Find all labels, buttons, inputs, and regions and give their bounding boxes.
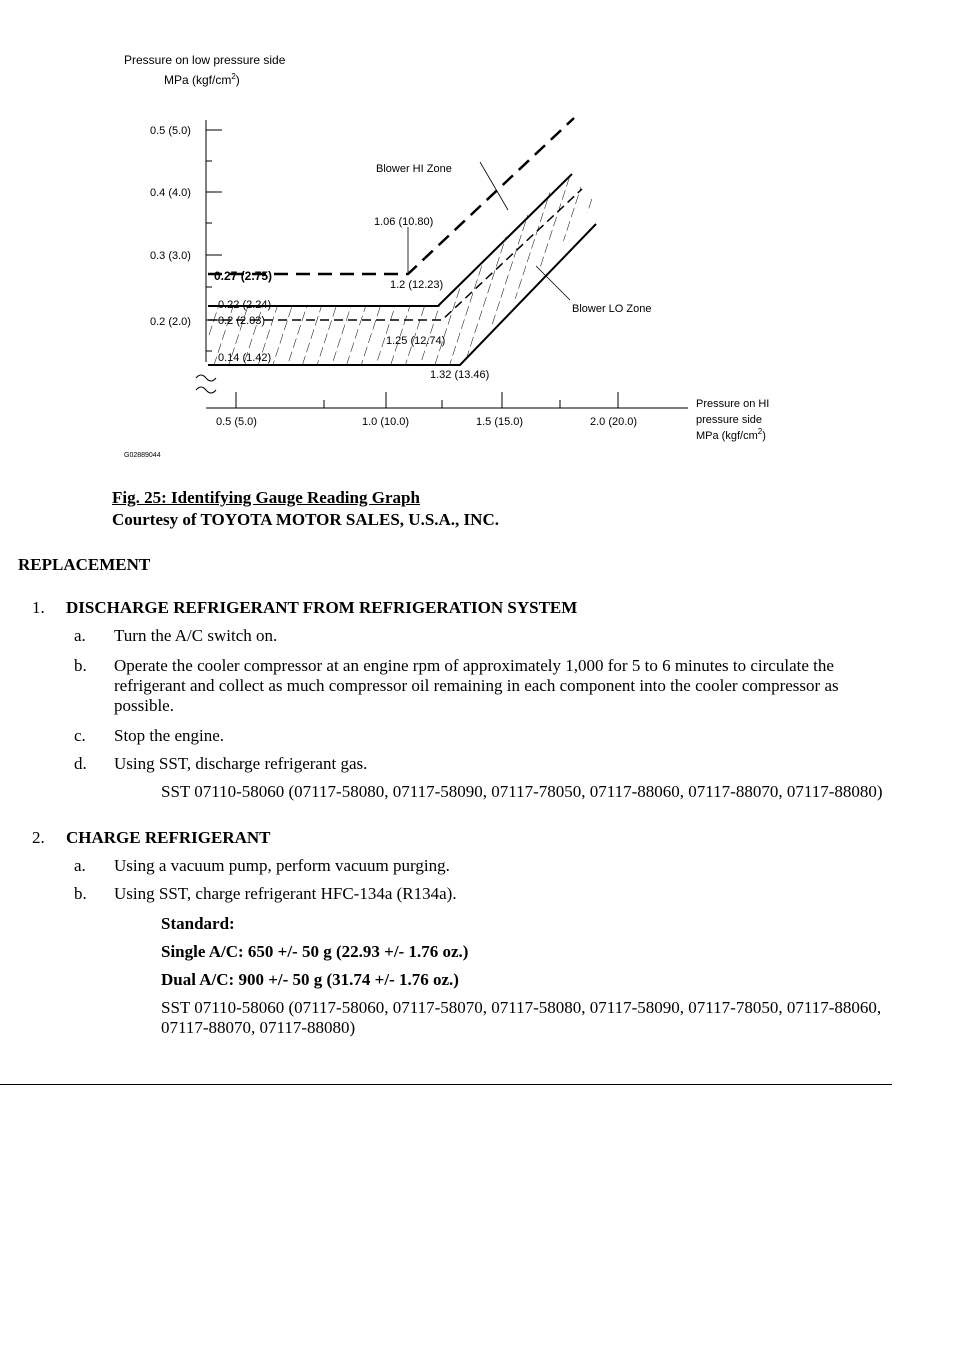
x-axis-title: Pressure on HI <box>696 398 770 410</box>
list-item: b. Using SST, charge refrigerant HFC-134a (R134a). <box>74 884 457 903</box>
sst-note: SST 07110-58060 (07117-58080, 07117-58090, 07117-78050, 07117-88060, 07117-88070, 07117-88080) <box>161 782 883 801</box>
y-tick-label: 0.5 (5.0) <box>150 125 191 137</box>
value-label: 0.22 (2.24) <box>218 299 272 311</box>
section-title: REPLACEMENT <box>18 555 151 574</box>
figure-code: G02889044 <box>124 452 161 459</box>
step-number: 2. <box>32 828 45 847</box>
step-title: DISCHARGE REFRIGERANT FROM REFRIGERATION SYSTEM <box>66 598 578 617</box>
list-item: a. Using a vacuum pump, perform vacuum purging. <box>74 856 450 875</box>
value-label: 0.27 (2.75) <box>214 269 273 283</box>
standard-dual: Dual A/C: 900 +/- 50 g (31.74 +/- 1.76 oz.) <box>161 970 459 989</box>
step-number: 1. <box>32 598 45 617</box>
x-tick-label: 0.5 (5.0) <box>216 416 257 428</box>
x-tick-label: 1.5 (15.0) <box>476 416 524 428</box>
sst-note: SST 07110-58060 (07117-58060, 07117-58070, 07117-58080, 07117-58090, 07117-78050, 07117-88060, 07117-88070, 07117-88080) <box>161 998 882 1037</box>
value-label: 0.14 (1.42) <box>218 352 272 364</box>
list-item: a. Turn the A/C switch on. <box>74 626 278 645</box>
axis-break <box>196 375 216 381</box>
figure-caption-credit: Courtesy of TOYOTA MOTOR SALES, U.S.A., INC. <box>112 510 499 529</box>
value-label: 1.32 (13.46) <box>430 369 490 381</box>
step-heading <box>32 828 271 848</box>
y-tick-label: 0.2 (2.0) <box>150 316 191 328</box>
step-title: CHARGE REFRIGERANT <box>66 828 271 847</box>
value-label: 0.2 (2.03) <box>218 315 266 327</box>
list-item: b. Operate the cooler compressor at an engine rpm of approximately 1,000 for 5 to 6 minutes to circulate the refrigerant and collect as much compressor oil remaining in each component into the cooler compressor as possible. <box>74 656 839 715</box>
y-tick-label: 0.3 (3.0) <box>150 250 191 262</box>
standard-label: Standard: <box>161 914 235 933</box>
y-axis-title: Pressure on low pressure side <box>124 53 286 67</box>
page-divider <box>0 1084 892 1085</box>
list-item: c. Stop the engine. <box>74 726 225 745</box>
step-heading <box>32 598 577 618</box>
y-tick-label: 0.4 (4.0) <box>150 187 191 199</box>
x-tick-label: 1.0 (10.0) <box>362 416 410 428</box>
gauge-reading-graph <box>112 44 792 464</box>
list-item: d. Using SST, discharge refrigerant gas. <box>74 754 368 773</box>
figure-caption-title: Fig. 25: Identifying Gauge Reading Graph <box>112 488 420 507</box>
x-axis-units: MPa $(kgf/cm^2)$ <box>696 427 766 442</box>
value-label: 1.2 (12.23) <box>390 279 444 291</box>
x-tick-label: 2.0 (20.0) <box>590 416 638 428</box>
y-axis-units: MPa $(kgf/cm^2)$ <box>164 72 240 87</box>
value-label: 1.25 (12.74) <box>386 335 446 347</box>
standard-single: Single A/C: 650 +/- 50 g (22.93 +/- 1.76 oz.) <box>161 942 469 961</box>
value-label: 1.06 (10.80) <box>374 216 434 228</box>
x-axis-title: pressure side <box>696 414 763 426</box>
blower-lo-zone-label: Blower LO Zone <box>572 303 652 315</box>
blower-hi-zone-label: Blower HI Zone <box>376 163 452 175</box>
